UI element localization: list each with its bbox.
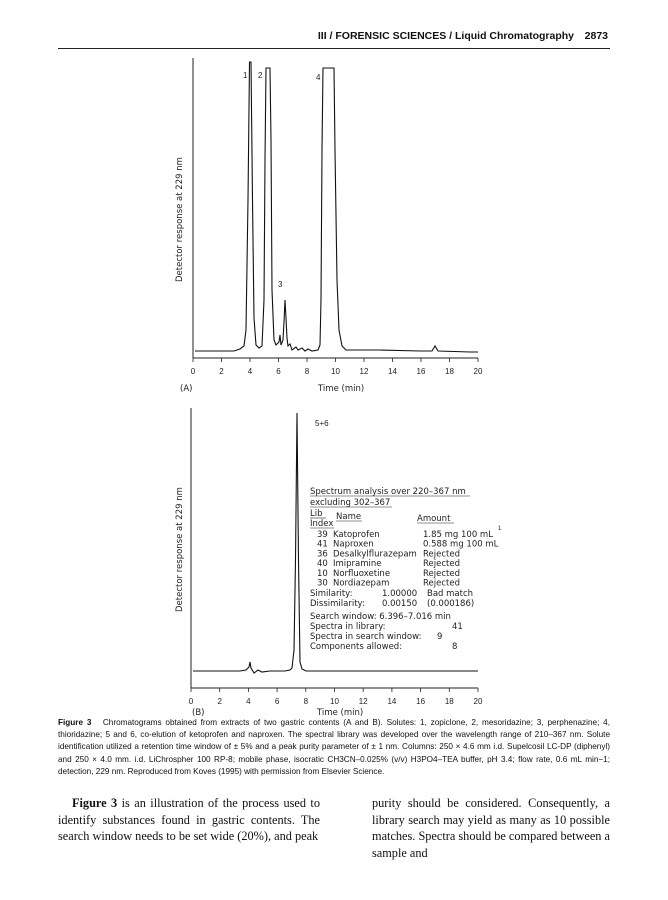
b-xtick-label-7: 14: [387, 697, 397, 706]
lib-row-2-amount: Rejected: [423, 549, 460, 560]
lib-row-4-index: 10: [317, 568, 328, 579]
col-lib: Lib: [310, 509, 323, 519]
amount-superscript: 1: [498, 526, 502, 532]
lib-row-5-amount: Rejected: [423, 578, 460, 589]
figure-reference: Figure 3: [72, 796, 118, 810]
spectrum-title-1: Spectrum analysis over 220–367 nm: [310, 487, 466, 497]
a-peak-label-2: 2: [258, 71, 263, 80]
components-label: Components allowed:: [310, 642, 403, 652]
running-title: III / FORENSIC SCIENCES / Liquid Chromatography: [317, 30, 574, 42]
b-xtick-label-5: 10: [330, 697, 339, 706]
body-column-left: [58, 795, 320, 845]
b-xtick-label-2: 4: [246, 697, 251, 706]
components-value: 8: [452, 642, 458, 652]
lib-row-3-name: Imipramine: [333, 559, 382, 570]
lib-row-0-amount: 1.85 mg 100 mL: [423, 530, 493, 540]
lib-row-5-name: Nordiazepam: [333, 578, 390, 589]
lib-row-2-index: 36: [317, 549, 328, 560]
a-xtick-label-6: 12: [359, 367, 369, 376]
b-xtick-label-0: 0: [188, 697, 194, 706]
body-column-right: [372, 795, 610, 861]
a-xtick-label-5: 10: [331, 367, 340, 376]
a-peak-label-3: 3: [278, 280, 283, 289]
a-xtick-label-7: 14: [388, 367, 397, 376]
spectra-library-label: Spectra in library:: [310, 622, 386, 632]
caption-label: Figure 3: [58, 718, 92, 727]
spectrum-analysis-box: [310, 487, 502, 652]
a-xtick-label-10: 20: [473, 367, 483, 376]
b-peak-label: 5+6: [315, 419, 329, 428]
a-xtick-label-3: 6: [276, 367, 281, 376]
page-number: 2873: [584, 30, 608, 42]
dissimilarity-label: Dissimilarity:: [310, 599, 365, 609]
spectra-window-label: Spectra in search window:: [310, 632, 422, 642]
chromatogram-a: [175, 58, 483, 394]
a-xtick-label-9: 18: [445, 367, 454, 376]
lib-row-3-amount: Rejected: [423, 559, 460, 570]
lib-row-1-amount: 0.588 mg 100 mL: [423, 539, 499, 550]
a-peak-label-4: 4: [316, 73, 321, 82]
b-xtick-label-9: 18: [444, 697, 454, 706]
col-index: Index: [310, 519, 334, 529]
a-trace: [195, 62, 478, 352]
lib-row-5-index: 30: [317, 578, 328, 589]
figure-caption: [58, 717, 610, 778]
lib-row-0-index: 39: [317, 530, 328, 540]
b-xlabel: Time (min): [317, 708, 364, 718]
a-xtick-label-8: 16: [416, 367, 426, 376]
a-xlabel: Time (min): [318, 384, 365, 394]
lib-row-0-name: Katoprofen: [333, 530, 380, 540]
a-xtick-label-4: 8: [304, 367, 310, 376]
similarity-value: 1.00000: [382, 589, 418, 599]
dissimilarity-note: (0.000186): [427, 599, 475, 609]
a-peak-label-1: 1: [243, 71, 248, 80]
chromatogram-b: [175, 408, 502, 718]
col-name: Name: [336, 512, 362, 522]
lib-row-4-amount: Rejected: [423, 568, 460, 579]
a-xtick-label-2: 4: [247, 367, 253, 376]
b-xtick-label-3: 6: [274, 697, 280, 706]
a-xtick-label-1: 2: [219, 367, 224, 376]
lib-row-1-name: Naproxen: [333, 539, 374, 550]
spectrum-title-2: excluding 302–367: [310, 498, 391, 508]
body-left-text: is an illustration of the process used to identify substances found in gastric contents. The search window needs to be set wide (20%), and peak: [58, 796, 320, 843]
lib-row-1-index: 41: [317, 539, 328, 550]
b-xtick-label-8: 16: [416, 697, 426, 706]
b-ylabel: Detector response at 229 nm: [175, 487, 185, 612]
search-window: Search window: 6.396–7.016 min: [310, 612, 451, 622]
a-ylabel: Detector response at 229 nm: [175, 157, 185, 282]
a-xtick-label-0: 0: [190, 367, 196, 376]
b-xtick-label-6: 12: [358, 697, 368, 706]
spectra-library-value: 41: [452, 622, 463, 632]
caption-text: Chromatograms obtained from extracts of two gastric contents (A and B). Solutes: 1, zopiclone, 2, mesoridazine; 3, perphenazine; 4, thioridazine; 5 and 6, co-elution of ketoprofen and naproxen. The spectral library was developed over the wavelength range of 210–367 nm. Solute identification utilized a retention time window of ± 5% and a peak purity parameter of ± 1 nm. Columns: 250 × 4.6 mm i.d. Supelcosil LC-DP (diphenyl) and 250 × 4.0 mm. i.d. LiChrospher 100 RP-8; mobile phase, isocratic CH3CN–0.025% (v/v) H3PO4–TEA buffer, pH 3.4; flow rate, 0.6 mL min−1; detection, 229 nm. Reproduced from Koves (1995) with permission from Elsevier Science.: [58, 718, 611, 776]
b-xtick-label-10: 20: [473, 697, 483, 706]
lib-row-4-name: Norfluoxetine: [333, 568, 391, 579]
dissimilarity-value: 0.00150: [382, 599, 418, 609]
b-xtick-label-4: 8: [303, 697, 309, 706]
b-xtick-label-1: 2: [217, 697, 222, 706]
lib-row-3-index: 40: [317, 559, 328, 570]
col-amount: Amount: [417, 514, 451, 524]
b-panel-label: (B): [192, 708, 205, 718]
similarity-label: Similarity:: [310, 589, 353, 599]
body-right-text: purity should be considered. Consequently, a library search may yield as many as 10 possible matches. Spectra should be compared between a sample and: [372, 796, 610, 860]
similarity-note: Bad match: [427, 589, 474, 599]
a-panel-label: (A): [180, 384, 193, 394]
spectra-window-value: 9: [437, 632, 443, 642]
lib-row-2-name: Desalkylflurazepam: [333, 549, 417, 560]
